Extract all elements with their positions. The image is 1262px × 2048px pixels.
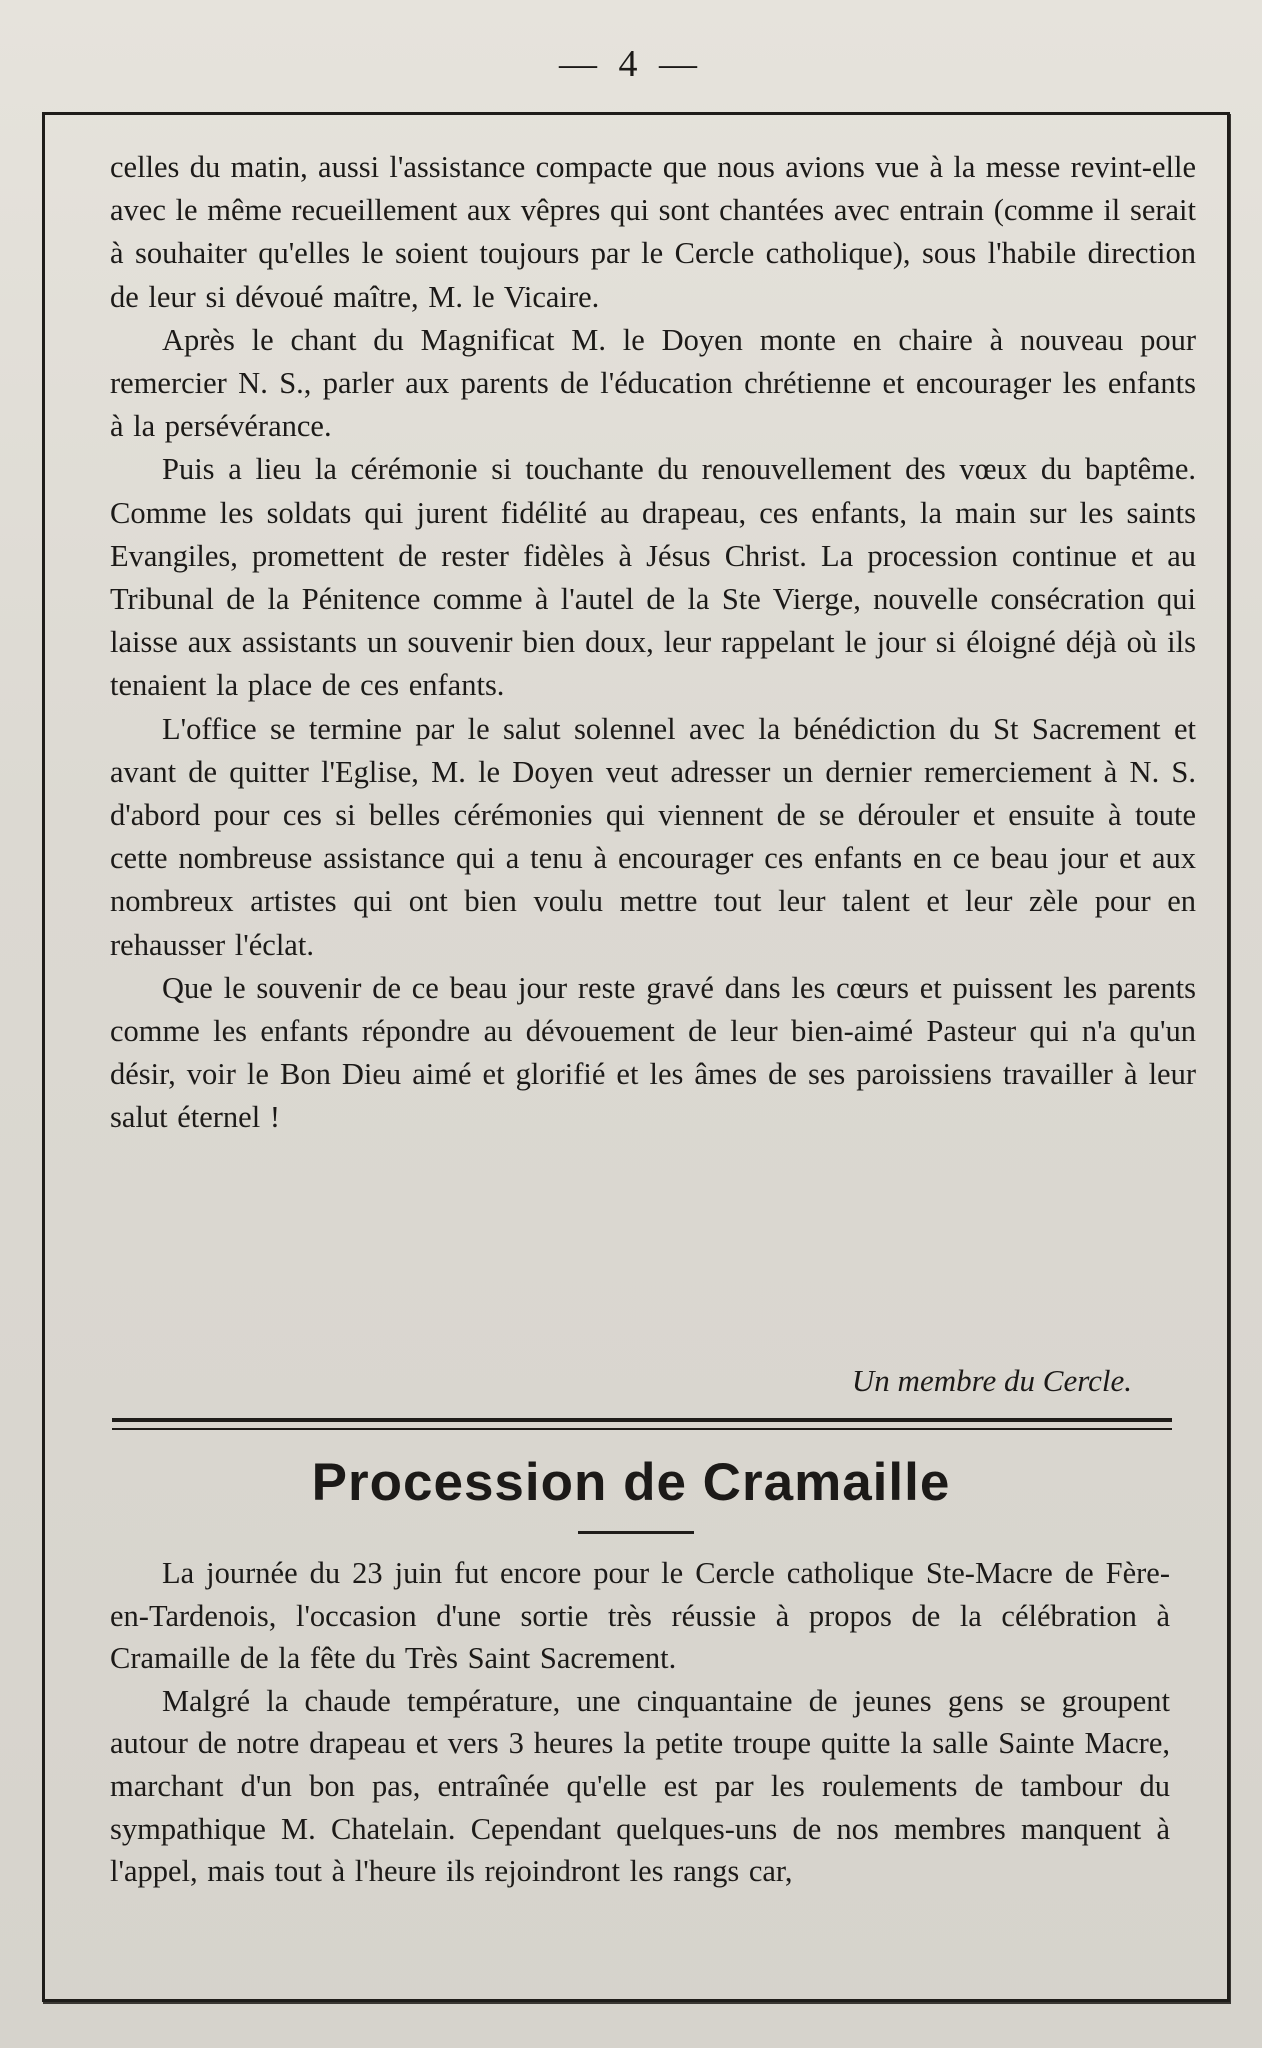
article-body-continued: [110, 146, 1196, 1140]
paragraph: Après le chant du Magnificat M. le Doyen monte en chaire à nouveau pour remercier N. S., parler aux parents de l'éducation chrétienne et encourager les enfants à la persévérance.: [110, 322, 1196, 444]
paragraph: Que le souvenir de ce beau jour reste gravé dans les cœurs et puissent les parents comme les enfants répondre au dévouement de leur bien-aimé Pasteur qui n'a qu'un désir, voir le Bon Dieu aimé et glorifié et les âmes de ses paroissiens travailler à leur salut éternel !: [110, 970, 1196, 1135]
paragraph: Malgré la chaude température, une cinquantaine de jeunes gens se groupent autour de notre drapeau et vers 3 heures la petite troupe quitte la salle Sainte Macre, marchant d'un bon pas, entraînée qu'elle est par les roulements de tambour du sympathique M. Chatelain. Cependant quelques-uns de nos membres manquent à l'appel, mais tout à l'heure ils rejoindront les rangs car,: [110, 1683, 1170, 1889]
paragraph: La journée du 23 juin fut encore pour le Cercle catholique Ste-Macre de Fère-en-Tardenois, l'occasion d'une sortie très réussie à propos de la célébration à Cramaille de la fête du Très Saint Sacrement.: [110, 1556, 1170, 1676]
page-number: — 4 —: [559, 43, 703, 85]
paragraph: Puis a lieu la cérémonie si touchante du renouvellement des vœux du baptême. Comme les soldats qui jurent fidélité au drapeau, ces enfants, la main sur les saints Evangiles, promettent de rester fidèles à Jésus Christ. La procession continue et au Tribunal de la Pénitence comme à l'autel de la Ste Vierge, nouvelle consécration qui laisse aux assistants un souvenir bien doux, leur rappelant le jour si éloigné déjà où ils tenaient la place de ces enfants.: [110, 452, 1196, 703]
section-title: Procession de Cramaille: [311, 1453, 951, 1512]
article-body: [110, 1552, 1170, 1893]
article-signature: Un membre du Cercle.: [851, 1363, 1132, 1398]
paragraph: L'office se termine par le salut solennel avec la bénédiction du St Sacrement et avant de quitter l'Eglise, M. le Doyen veut adresser un dernier remerciement à N. S. d'abord pour ces si belles cérémonies qui viennent de se dérouler et ensuite à toute cette nombreuse assistance qui a tenu à encourager ces enfants en ce beau jour et aux nombreux artistes qui ont bien voulu mettre tout leur talent et leur zèle pour en rehausser l'éclat.: [110, 711, 1196, 962]
paragraph: celles du matin, aussi l'assistance compacte que nous avions vue à la messe revint-elle avec le même recueillement aux vêpres qui sont chantées avec entrain (comme il serait à souhaiter qu'elles le soient toujours par le Cercle catholique), sous l'habile direction de leur si dévoué maître, M. le Vicaire.: [110, 150, 1196, 314]
section-separator: [112, 1418, 1172, 1430]
title-underline: [578, 1531, 694, 1534]
